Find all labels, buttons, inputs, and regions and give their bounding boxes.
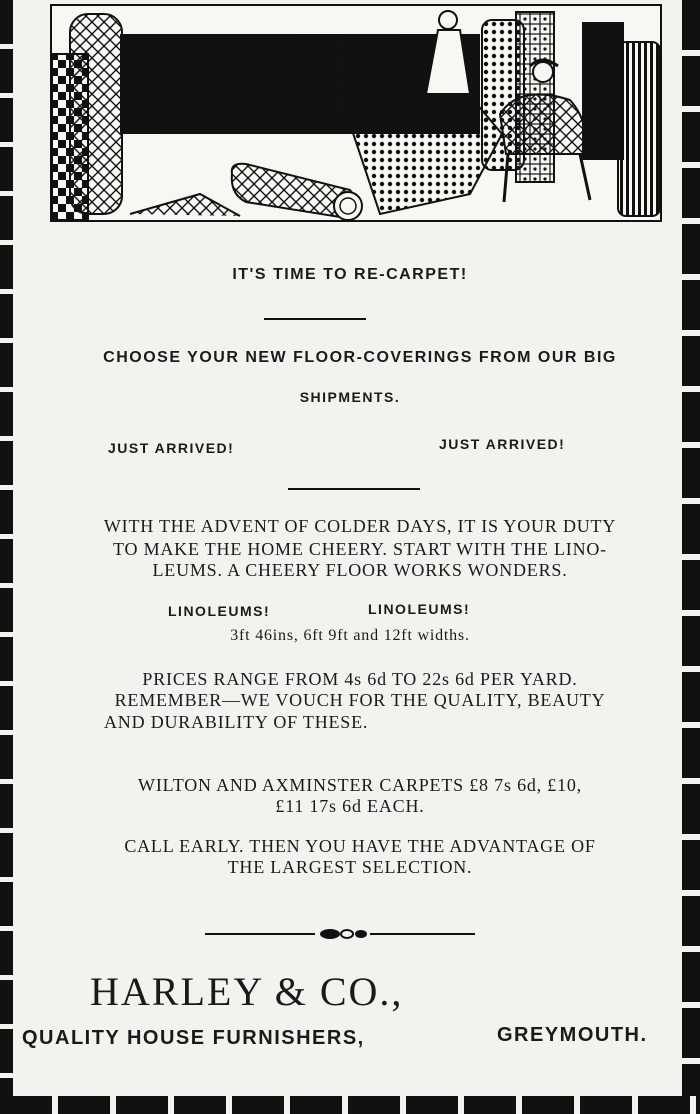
carpet-shop-illustration [50,4,662,222]
divider-rule [264,318,366,320]
body-line-2: TO MAKE THE HOME CHEERY. START WITH THE LINO- [113,539,607,559]
town: GREYMOUTH. [497,1024,648,1046]
headline: IT'S TIME TO RE-CARPET! [232,266,468,283]
intro-line-2: SHIPMENTS. [299,389,401,405]
just-arrived-left: JUST ARRIVED! [108,440,235,456]
carpets-line-1: WILTON AND AXMINSTER CARPETS £8 7s 6d, £10, [138,775,582,795]
firm-name: HARLEY & CO., [90,969,404,1014]
just-arrived-right: JUST ARRIVED! [439,436,566,452]
linoleums-right: LINOLEUMS! [368,601,471,617]
carpets-line-2: £11 17s 6d EACH. [275,796,425,816]
left-decorative-border [0,0,13,1100]
prices-line-3: AND DURABILITY OF THESE. [104,712,369,732]
intro-line-1: CHOOSE YOUR NEW FLOOR-COVERINGS FROM OUR BIG [103,349,617,366]
tagline: QUALITY HOUSE FURNISHERS, [22,1027,365,1049]
divider-rule [288,488,420,490]
prices-line-2: REMEMBER—WE VOUCH FOR THE QUALITY, BEAUTY [114,690,606,710]
call-early-line-2: THE LARGEST SELECTION. [227,857,473,877]
body-line-1: WITH THE ADVENT OF COLDER DAYS, IT IS YOUR DUTY [103,516,617,536]
prices-line-1: PRICES RANGE FROM 4s 6d TO 22s 6d PER YARD. [142,669,578,689]
widths-text: 3ft 46ins, 6ft 9ft and 12ft widths. [230,627,470,644]
body-line-3: LEUMS. A CHEERY FLOOR WORKS WONDERS. [152,560,568,580]
bottom-decorative-border [0,1096,700,1114]
ornamental-divider [205,927,475,941]
call-early-line-1: CALL EARLY. THEN YOU HAVE THE ADVANTAGE OF [124,836,596,856]
linoleums-left: LINOLEUMS! [168,603,271,619]
